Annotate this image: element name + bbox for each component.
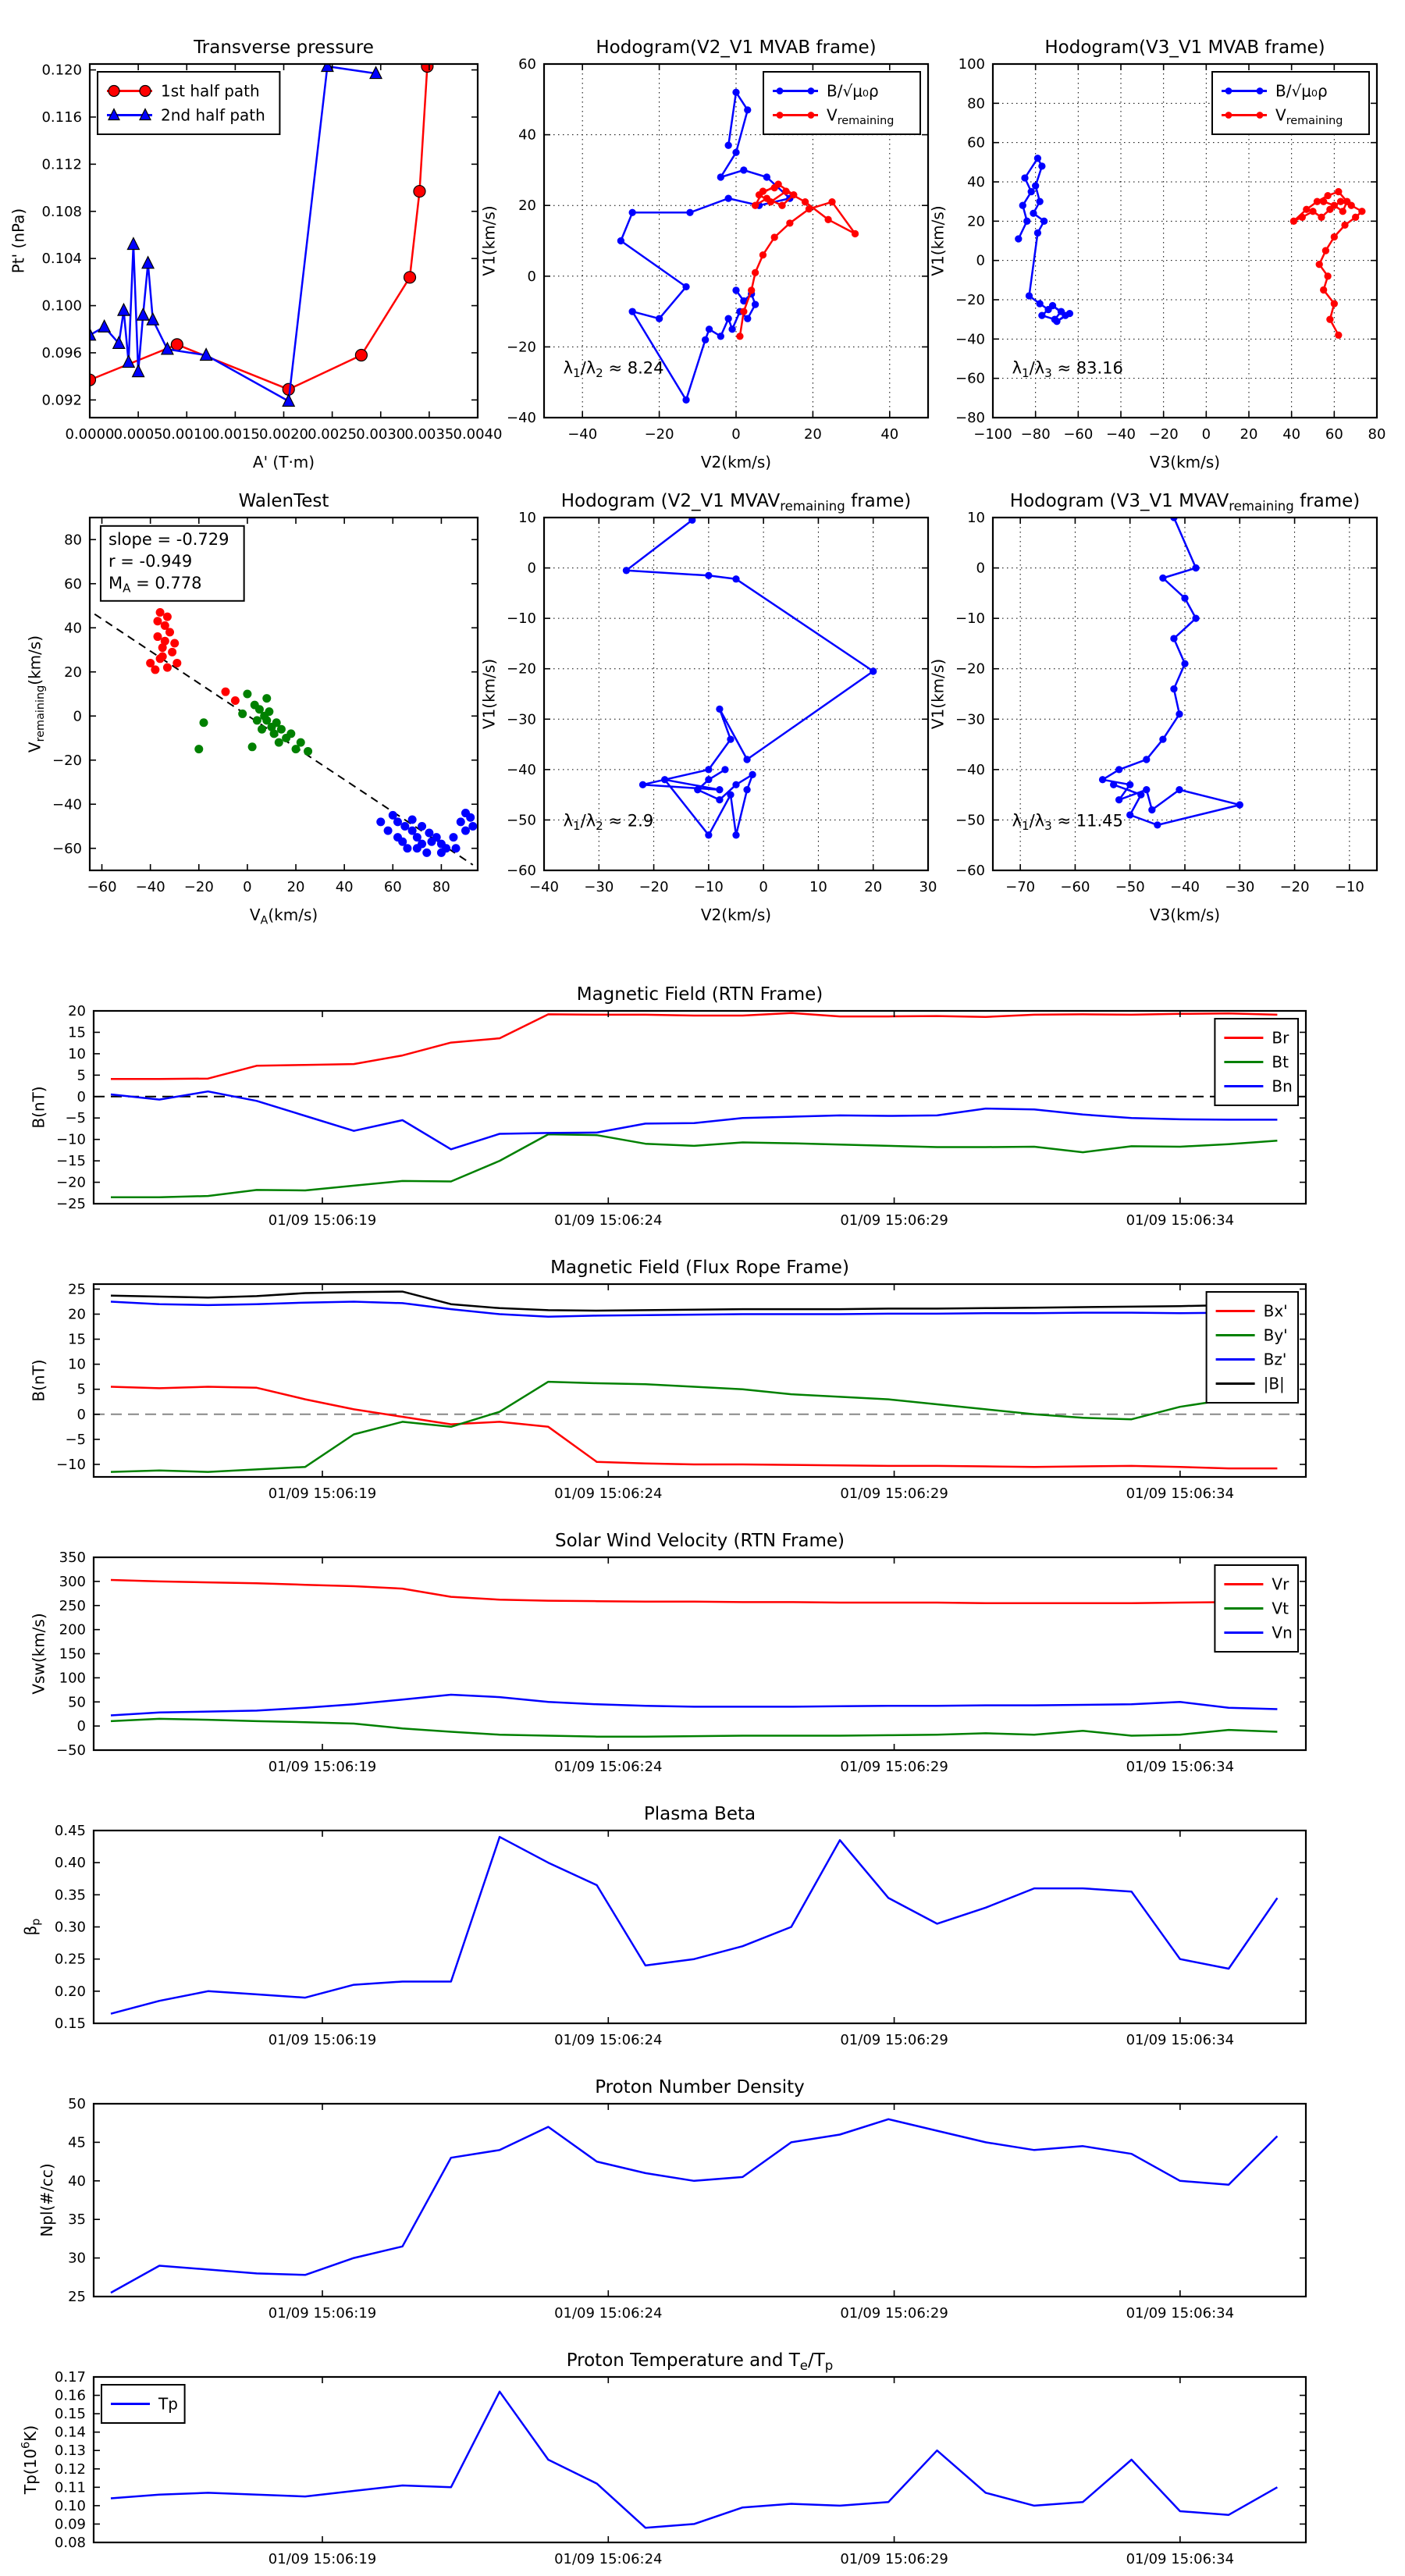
- y-tick-label: −20: [507, 339, 536, 356]
- y-tick-label: −60: [52, 840, 82, 857]
- y-tick-label: 0.11: [54, 2479, 86, 2496]
- y-tick-label: 150: [59, 1646, 86, 1663]
- x-tick-label: 01/09 15:06:19: [268, 2305, 377, 2322]
- y-tick-label: 200: [59, 1621, 86, 1638]
- annotation: $\lambda_1/\lambda_2 \approx 8.24$: [563, 358, 664, 380]
- y-tick-label: −10: [56, 1456, 86, 1473]
- y-tick-label: 0.116: [41, 109, 82, 126]
- x-tick-label: −20: [183, 879, 214, 895]
- y-tick-label: 0: [976, 560, 985, 577]
- chart-title: Hodogram (V2_V1 $MVAV_{remaining}$ frame): [560, 491, 912, 514]
- x-tick-label: 01/09 15:06:34: [1126, 1485, 1235, 1502]
- y-tick-label: 60: [967, 134, 985, 151]
- chart-plasma-beta: [21, 1804, 1306, 2048]
- x-tick-label: 20: [286, 879, 305, 895]
- axis-ticks: [68, 2096, 1306, 2322]
- y-tick-label: −10: [507, 610, 536, 628]
- x-tick-label: −40: [1106, 426, 1136, 443]
- y-axis-label: V1(km/s): [928, 205, 948, 276]
- y-tick-label: −80: [955, 410, 985, 426]
- x-tick-label: 01/09 15:06:34: [1126, 2551, 1235, 2567]
- x-tick-label: −30: [584, 879, 614, 895]
- y-tick-label: 10: [68, 1045, 86, 1062]
- x-tick-label: −40: [529, 879, 559, 895]
- chart-title: Hodogram(V3_V1 MVAB frame): [1044, 37, 1325, 58]
- x-tick-label: 01/09 15:06:19: [268, 2032, 377, 2048]
- y-tick-label: 0: [76, 1088, 86, 1105]
- x-tick-label: 20: [864, 879, 883, 895]
- y-tick-label: 15: [68, 1331, 86, 1348]
- y-tick-label: 20: [68, 1306, 86, 1323]
- legend: [98, 72, 279, 134]
- y-axis-label: $V_{remaining}(km/s)$: [25, 635, 47, 753]
- x-tick-label: 60: [1325, 426, 1343, 443]
- x-tick-label: −40: [135, 879, 165, 895]
- y-tick-label: 0: [527, 560, 536, 577]
- x-tick-label: 01/09 15:06:34: [1126, 2032, 1235, 2048]
- y-tick-label: −5: [65, 1431, 86, 1448]
- y-tick-label: 0.16: [54, 2387, 86, 2404]
- x-axis-label: V3(km/s): [1149, 906, 1221, 924]
- y-tick-label: 300: [59, 1573, 86, 1590]
- x-tick-label: 0.0010: [162, 426, 212, 443]
- legend-label-B/√μ₀ρ: B/√μ₀ρ: [1275, 81, 1328, 101]
- y-tick-label: 15: [68, 1024, 86, 1041]
- x-tick-label: −40: [1170, 879, 1200, 895]
- x-axis-label: A' (T·m): [252, 453, 315, 471]
- y-tick-label: 40: [518, 126, 536, 144]
- x-tick-label: 0: [1201, 426, 1211, 443]
- y-tick-label: 0.108: [41, 203, 82, 220]
- x-tick-label: 40: [1282, 426, 1301, 443]
- x-tick-label: 0.0020: [259, 426, 308, 443]
- chart-vsw-rtn: [30, 1531, 1307, 1775]
- y-tick-label: 60: [64, 575, 82, 592]
- y-tick-label: 45: [68, 2134, 86, 2151]
- y-tick-label: 0.35: [54, 1887, 86, 1904]
- chart-proton-temp: [20, 2350, 1306, 2567]
- y-tick-label: 20: [68, 1003, 86, 1019]
- y-tick-label: −5: [65, 1110, 86, 1127]
- series-Vn: [111, 1695, 1277, 1716]
- y-tick-label: 50: [68, 2096, 86, 2112]
- x-tick-label: 01/09 15:06:24: [554, 1212, 663, 1229]
- y-axis-label: Npl(#/cc): [37, 2163, 56, 2237]
- x-tick-label: 01/09 15:06:29: [840, 2032, 948, 2048]
- chart-title: Magnetic Field (RTN Frame): [576, 984, 823, 1005]
- y-tick-label: 0.13: [54, 2443, 86, 2460]
- chart-hodogram-v3v1-mvab: [929, 37, 1386, 471]
- series-|B|: [111, 1292, 1277, 1311]
- x-axis-label: V2(km/s): [700, 906, 772, 924]
- chart-hodogram-v2v1-mvav: [480, 491, 937, 924]
- x-axis-label: V3(km/s): [1149, 453, 1221, 471]
- series-Bt: [111, 1134, 1277, 1197]
- x-tick-label: 01/09 15:06:19: [268, 1759, 377, 1775]
- y-tick-label: −60: [955, 370, 985, 387]
- x-tick-label: 01/09 15:06:29: [840, 1212, 948, 1229]
- legend: [1207, 1292, 1298, 1403]
- x-tick-label: −20: [644, 426, 674, 443]
- y-tick-label: −15: [56, 1153, 86, 1170]
- y-tick-label: 0.100: [41, 297, 82, 315]
- axis-ticks: [55, 1823, 1306, 2048]
- legend: [763, 72, 920, 134]
- legend-label-B/√μ₀ρ: B/√μ₀ρ: [827, 81, 879, 101]
- y-axis-label: V1(km/s): [479, 658, 499, 730]
- x-tick-label: 01/09 15:06:34: [1126, 1759, 1235, 1775]
- legend-label-2nd half path: 2nd half path: [161, 105, 265, 125]
- x-tick-label: 0.0025: [308, 426, 357, 443]
- grid: [544, 518, 928, 870]
- x-tick-label: −100: [973, 426, 1012, 443]
- y-tick-label: 0.092: [41, 392, 82, 409]
- scatter-group-green: [194, 690, 312, 756]
- x-tick-label: −30: [1225, 879, 1255, 895]
- y-tick-label: 0.25: [54, 1951, 86, 1968]
- x-tick-label: 30: [919, 879, 937, 895]
- x-tick-label: 0: [759, 879, 768, 895]
- y-tick-label: −40: [955, 761, 985, 778]
- chart-walen-test: [26, 491, 478, 927]
- y-tick-label: 20: [967, 213, 985, 230]
- y-tick-label: −20: [955, 660, 985, 678]
- legend-label-Bn: Bn: [1272, 1076, 1293, 1096]
- legend-label-Vt: Vt: [1272, 1599, 1289, 1618]
- x-tick-label: 10: [809, 879, 827, 895]
- x-tick-label: 01/09 15:06:29: [840, 2305, 948, 2322]
- y-tick-label: −10: [56, 1131, 86, 1148]
- series-Tp: [111, 2392, 1277, 2528]
- y-tick-label: −20: [507, 660, 536, 678]
- y-tick-label: 0.15: [54, 2016, 86, 2032]
- y-tick-label: 100: [59, 1670, 86, 1687]
- chart-title: WalenTest: [238, 491, 329, 511]
- y-tick-label: 35: [68, 2211, 86, 2229]
- y-tick-label: 5: [76, 1381, 86, 1398]
- x-tick-label: −40: [567, 426, 598, 443]
- x-tick-label: 0.0015: [210, 426, 260, 443]
- y-tick-label: 0.112: [41, 156, 82, 173]
- y-tick-label: 0.20: [54, 1983, 86, 2000]
- x-tick-label: 0: [243, 879, 252, 895]
- y-tick-label: 50: [68, 1694, 86, 1711]
- y-tick-label: 0.104: [41, 251, 82, 268]
- y-tick-label: −50: [56, 1742, 86, 1759]
- series-v-remaining: [1293, 192, 1362, 336]
- y-tick-label: 25: [68, 1281, 86, 1298]
- x-tick-label: −80: [1020, 426, 1051, 443]
- y-tick-label: 40: [68, 2172, 86, 2190]
- y-axis-label: V1(km/s): [479, 205, 499, 276]
- scatter-group-blue: [376, 809, 477, 857]
- x-tick-label: −10: [693, 879, 724, 895]
- legend-label-Vremaining: $V_{remaining}$: [827, 105, 895, 127]
- x-tick-label: −50: [1115, 879, 1145, 895]
- y-tick-label: 40: [967, 174, 985, 190]
- legend-label-Vremaining: $V_{remaining}$: [1275, 105, 1343, 127]
- y-tick-label: 100: [958, 56, 985, 73]
- chart-proton-density: [37, 2077, 1306, 2322]
- y-tick-label: −60: [507, 863, 536, 879]
- y-tick-label: 30: [68, 2250, 86, 2267]
- x-axis-label: $V_A(km/s)$: [249, 906, 318, 927]
- x-tick-label: 20: [803, 426, 822, 443]
- series-Npl: [111, 2119, 1277, 2293]
- chart-title: Plasma Beta: [643, 1804, 756, 1824]
- legend: [1212, 72, 1369, 134]
- axis-ticks: [56, 1003, 1306, 1229]
- legend-label-Bt: Bt: [1272, 1052, 1289, 1072]
- legend: [1215, 1565, 1298, 1652]
- y-tick-label: 350: [59, 1550, 86, 1566]
- series-Br: [111, 1013, 1277, 1080]
- x-tick-label: 60: [383, 879, 402, 895]
- legend: [101, 2385, 185, 2423]
- x-tick-label: 01/09 15:06:24: [554, 2305, 663, 2322]
- y-axis-label: V1(km/s): [928, 658, 948, 730]
- legend-label-Vn: Vn: [1272, 1623, 1293, 1642]
- y-tick-label: 0.08: [54, 2535, 86, 2551]
- series-v-hodogram: [1103, 518, 1240, 825]
- chart-hodogram-v2v1-mvab: [480, 37, 929, 471]
- y-tick-label: 0.45: [54, 1823, 86, 1839]
- y-tick-label: −20: [52, 752, 82, 769]
- chart-title: Magnetic Field (Flux Rope Frame): [550, 1258, 849, 1278]
- y-tick-label: −25: [56, 1196, 86, 1212]
- axes-box: [94, 2377, 1306, 2542]
- y-tick-label: 80: [967, 95, 985, 112]
- annotation-line: slope = -0.729: [108, 529, 229, 549]
- y-tick-label: 0: [527, 268, 536, 285]
- x-tick-label: 0: [731, 426, 741, 443]
- x-tick-label: 01/09 15:06:24: [554, 1759, 663, 1775]
- y-tick-label: 10: [518, 510, 536, 526]
- y-tick-label: 0.12: [54, 2460, 86, 2478]
- chart-transverse-pressure: [9, 37, 503, 471]
- chart-hodogram-v3v1-mvav: [929, 491, 1378, 924]
- x-tick-label: −70: [1005, 879, 1036, 895]
- chart-title: Hodogram(V2_V1 MVAB frame): [596, 37, 877, 58]
- y-tick-label: −10: [955, 610, 985, 628]
- x-tick-label: 01/09 15:06:24: [554, 2032, 663, 2048]
- y-tick-label: 20: [518, 197, 536, 215]
- y-tick-label: −30: [507, 711, 536, 728]
- y-tick-label: 0.120: [41, 62, 82, 79]
- y-tick-label: 60: [518, 56, 536, 73]
- annotation-box: [101, 526, 244, 601]
- y-axis-label: Vsw(km/s): [29, 1613, 48, 1695]
- x-tick-label: −20: [1148, 426, 1179, 443]
- y-tick-label: 0: [976, 252, 985, 269]
- x-axis-label: V2(km/s): [700, 453, 772, 471]
- x-tick-label: −60: [87, 879, 117, 895]
- y-tick-label: 0.10: [54, 2497, 86, 2514]
- x-tick-label: 01/09 15:06:34: [1126, 2305, 1235, 2322]
- y-tick-label: −50: [507, 812, 536, 829]
- chart-title: Proton Temperature and $T_e/T_p$: [566, 2350, 834, 2374]
- chart-title: Solar Wind Velocity (RTN Frame): [554, 1531, 845, 1551]
- y-tick-label: 0.17: [54, 2369, 86, 2386]
- x-tick-label: 0.0005: [113, 426, 163, 443]
- axes-box: [94, 2104, 1306, 2297]
- series-beta: [111, 1837, 1277, 2014]
- y-tick-label: 25: [68, 2289, 86, 2305]
- legend-label-|B|: |B|: [1263, 1374, 1285, 1393]
- y-tick-label: 0.40: [54, 1855, 86, 1872]
- series-Vr: [111, 1580, 1277, 1603]
- chart-title: Proton Number Density: [595, 2077, 805, 2097]
- x-tick-label: 01/09 15:06:29: [840, 1759, 948, 1775]
- legend-label-Tp: Tp: [158, 2394, 178, 2414]
- x-tick-label: −20: [1279, 879, 1310, 895]
- y-tick-label: −40: [955, 331, 985, 348]
- x-tick-label: 01/09 15:06:24: [554, 2551, 663, 2567]
- legend-label-By': By': [1263, 1325, 1288, 1345]
- x-tick-label: −10: [1334, 879, 1364, 895]
- y-tick-label: 0: [76, 1718, 86, 1735]
- x-tick-label: 0.0040: [453, 426, 503, 443]
- y-tick-label: −30: [955, 711, 985, 728]
- x-tick-label: 01/09 15:06:19: [268, 1212, 377, 1229]
- x-tick-label: −60: [1060, 879, 1090, 895]
- x-tick-label: 01/09 15:06:29: [840, 1485, 948, 1502]
- y-tick-label: −60: [955, 863, 985, 879]
- axes-box: [94, 1831, 1306, 2023]
- legend-label-Bz': Bz': [1263, 1350, 1287, 1369]
- y-axis-label: $Tp(10^6K)$: [20, 2425, 40, 2495]
- y-tick-label: 10: [967, 510, 985, 526]
- x-tick-label: 40: [335, 879, 354, 895]
- y-tick-label: 250: [59, 1597, 86, 1614]
- x-tick-label: 0.0000: [65, 426, 115, 443]
- axis-ticks: [55, 2369, 1306, 2567]
- annotation-line: r = -0.949: [108, 551, 193, 571]
- y-tick-label: 0: [76, 1406, 86, 1423]
- y-tick-label: 0.09: [54, 2516, 86, 2533]
- series-Bx': [111, 1387, 1277, 1469]
- y-tick-label: 80: [64, 532, 82, 549]
- x-tick-label: 0.0035: [404, 426, 454, 443]
- y-tick-label: 20: [64, 664, 82, 681]
- x-tick-label: −60: [1063, 426, 1094, 443]
- y-tick-label: −40: [507, 761, 536, 778]
- y-tick-label: 40: [64, 620, 82, 637]
- chart-title: Transverse pressure: [194, 37, 374, 58]
- chart-title: Hodogram (V3_V1 $MVAV_{remaining}$ frame): [1009, 491, 1361, 514]
- x-tick-label: −20: [638, 879, 669, 895]
- y-axis-label: B(nT): [29, 1086, 48, 1129]
- y-tick-label: −40: [507, 410, 536, 426]
- y-tick-label: 0.30: [54, 1919, 86, 1936]
- x-tick-label: 01/09 15:06:19: [268, 1485, 377, 1502]
- y-tick-label: −20: [955, 292, 985, 308]
- scatter-group-red: [146, 608, 240, 705]
- x-tick-label: 20: [1240, 426, 1258, 443]
- chart-b-rtn: [30, 984, 1307, 1229]
- series-Bn: [111, 1091, 1277, 1149]
- series-b-hodogram: [621, 92, 790, 400]
- x-tick-label: 01/09 15:06:24: [554, 1485, 663, 1502]
- y-tick-label: 0: [73, 708, 82, 725]
- legend-label-1st half path: 1st half path: [161, 81, 260, 101]
- legend-label-Bx': Bx': [1263, 1301, 1288, 1321]
- y-tick-label: 0.14: [54, 2424, 86, 2441]
- x-tick-label: 40: [880, 426, 899, 443]
- chart-b-fluxrope: [30, 1258, 1307, 1502]
- x-tick-label: 80: [432, 879, 450, 895]
- annotation: $\lambda_1/\lambda_2 \approx 2.9$: [563, 811, 654, 834]
- y-tick-label: 0.096: [41, 344, 82, 361]
- axes-box: [544, 518, 928, 870]
- legend-label-Br: Br: [1272, 1028, 1289, 1048]
- annotation-line: $M_A = 0.778$: [108, 573, 202, 596]
- y-axis-label: $\beta_p$: [21, 1918, 43, 1936]
- y-tick-label: −40: [52, 796, 82, 813]
- x-tick-label: 80: [1368, 426, 1386, 443]
- x-tick-label: 01/09 15:06:34: [1126, 1212, 1235, 1229]
- legend: [1215, 1019, 1298, 1105]
- y-tick-label: 10: [68, 1356, 86, 1373]
- y-tick-label: 5: [76, 1067, 86, 1084]
- y-axis-label: B(nT): [29, 1359, 48, 1402]
- x-tick-label: 01/09 15:06:19: [268, 2551, 377, 2567]
- legend-label-Vr: Vr: [1272, 1574, 1289, 1594]
- y-axis-label: Pt' (nPa): [9, 208, 28, 274]
- x-tick-label: 0.0030: [356, 426, 406, 443]
- y-tick-label: −50: [955, 812, 985, 829]
- series-Vt: [111, 1719, 1277, 1737]
- x-tick-label: 01/09 15:06:29: [840, 2551, 948, 2567]
- y-tick-label: 0.15: [54, 2406, 86, 2423]
- annotation: $\lambda_1/\lambda_3 \approx 83.16$: [1012, 358, 1123, 380]
- annotation: $\lambda_1/\lambda_3 \approx 11.45$: [1012, 811, 1123, 834]
- y-tick-label: −20: [56, 1174, 86, 1191]
